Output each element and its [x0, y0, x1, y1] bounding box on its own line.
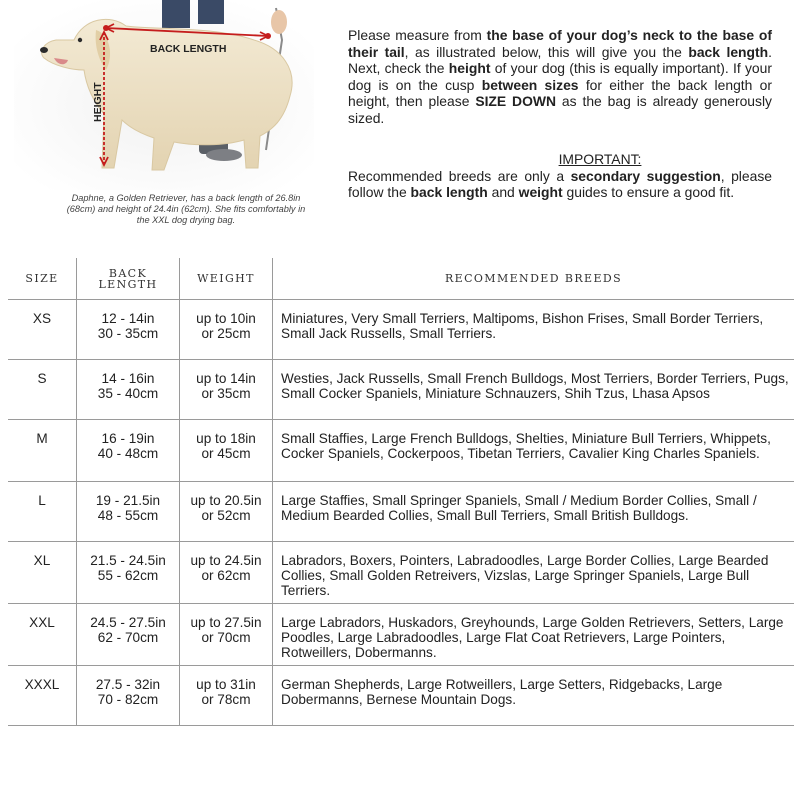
- breeds-cell: Small Staffies, Large French Bulldogs, Shelties, Miniature Bull Terriers, Whippets, Cocker Spaniels, Cockerpoos, Tibetan Terriers, Cavalier King Charles Spaniels.: [273, 420, 795, 482]
- table-row: [8, 482, 794, 542]
- weight-cell: up to 31in or 78cm: [180, 666, 273, 726]
- table-row: [8, 666, 794, 726]
- important-paragraph: Recommended breeds are only a secondary suggestion, please follow the back length and weight guides to ensure a good fit.: [348, 167, 773, 200]
- header-recommended-breeds: RECOMMENDED BREEDS: [273, 258, 795, 300]
- table-row: [8, 360, 794, 420]
- table-row: [8, 604, 794, 666]
- weight-cell: up to 20.5in or 52cm: [180, 482, 273, 542]
- breeds-cell: German Shepherds, Large Rotweillers, Large Setters, Ridgebacks, Large Dobermanns, Bernese Mountain Dogs.: [273, 666, 795, 726]
- weight-cell: up to 24.5in or 62cm: [180, 542, 273, 604]
- table-header-row: [8, 258, 794, 300]
- back-length-cell: 27.5 - 32in 70 - 82cm: [77, 666, 180, 726]
- size-cell: XL: [8, 542, 77, 604]
- breeds-cell: Westies, Jack Russells, Small French Bulldogs, Most Terriers, Border Terriers, Pugs, Small Cocker Spaniels, Miniature Schnauzers, Shih Tzus, Lhasa Apsos: [273, 360, 795, 420]
- back-length-label: BACK LENGTH: [150, 43, 227, 55]
- dog-measurement-illustration: [14, 0, 314, 190]
- back-length-cell: 19 - 21.5in 48 - 55cm: [77, 482, 180, 542]
- breeds-cell: Labradors, Boxers, Pointers, Labradoodles, Large Border Collies, Large Bearded Collies, Small Golden Retreivers, Vizslas, Large Springer Spaniels, Large Bull Terriers.: [273, 542, 795, 604]
- header-weight: WEIGHT: [180, 258, 273, 300]
- weight-cell: up to 10in or 25cm: [180, 300, 273, 360]
- size-cell: L: [8, 482, 77, 542]
- breeds-cell: Miniatures, Very Small Terriers, Maltipoms, Bishon Frises, Small Border Terriers, Small Jack Russells, Small Terriers.: [273, 300, 795, 360]
- measuring-instructions: [348, 27, 772, 201]
- header-size: SIZE: [8, 258, 77, 300]
- weight-cell: up to 18in or 45cm: [180, 420, 273, 482]
- table-row: [8, 420, 794, 482]
- header-back-length: BACK LENGTH: [77, 258, 180, 300]
- important-heading: IMPORTANT:: [558, 151, 642, 167]
- breeds-cell: Large Staffies, Small Springer Spaniels, Small / Medium Border Collies, Small / Medium Bearded Collies, Small Bull Terriers, Small British Bulldogs.: [273, 482, 795, 542]
- size-cell: XXL: [8, 604, 77, 666]
- height-label: HEIGHT: [92, 82, 104, 122]
- back-length-cell: 12 - 14in 30 - 35cm: [77, 300, 180, 360]
- table-row: [8, 542, 794, 604]
- table-row: [8, 300, 794, 360]
- size-cell: S: [8, 360, 77, 420]
- breeds-cell: Large Labradors, Huskadors, Greyhounds, Large Golden Retrievers, Setters, Large Poodles, Large Labradoodles, Large Flat Coat Retrievers, Large Pointers, Rotweillers, Dobermanns.: [273, 604, 795, 666]
- weight-cell: up to 27.5in or 70cm: [180, 604, 273, 666]
- size-cell: XS: [8, 300, 77, 360]
- size-cell: XXXL: [8, 666, 77, 726]
- back-length-cell: 14 - 16in 35 - 40cm: [77, 360, 180, 420]
- back-length-cell: 21.5 - 24.5in 55 - 62cm: [77, 542, 180, 604]
- size-cell: M: [8, 420, 77, 482]
- back-length-cell: 16 - 19in 40 - 48cm: [77, 420, 180, 482]
- size-chart-table: [8, 258, 794, 726]
- weight-cell: up to 14in or 35cm: [180, 360, 273, 420]
- size-rows: [8, 300, 794, 726]
- instructions-paragraph: Please measure from the base of your dog’s neck to the base of their tail, as illustrated below, this will give you the back length. Next, check the height of your dog (this is equally important). If your dog is on the cusp between sizes for either the back length or height, then please SIZE DOWN as the bag is already generously sized.: [348, 27, 773, 126]
- back-length-cell: 24.5 - 27.5in 62 - 70cm: [77, 604, 180, 666]
- photo-caption: Daphne, a Golden Retriever, has a back length of 26.8in (68cm) and height of 24.4in (62cm). She fits comfortably in the XXL dog drying bag.: [66, 193, 306, 225]
